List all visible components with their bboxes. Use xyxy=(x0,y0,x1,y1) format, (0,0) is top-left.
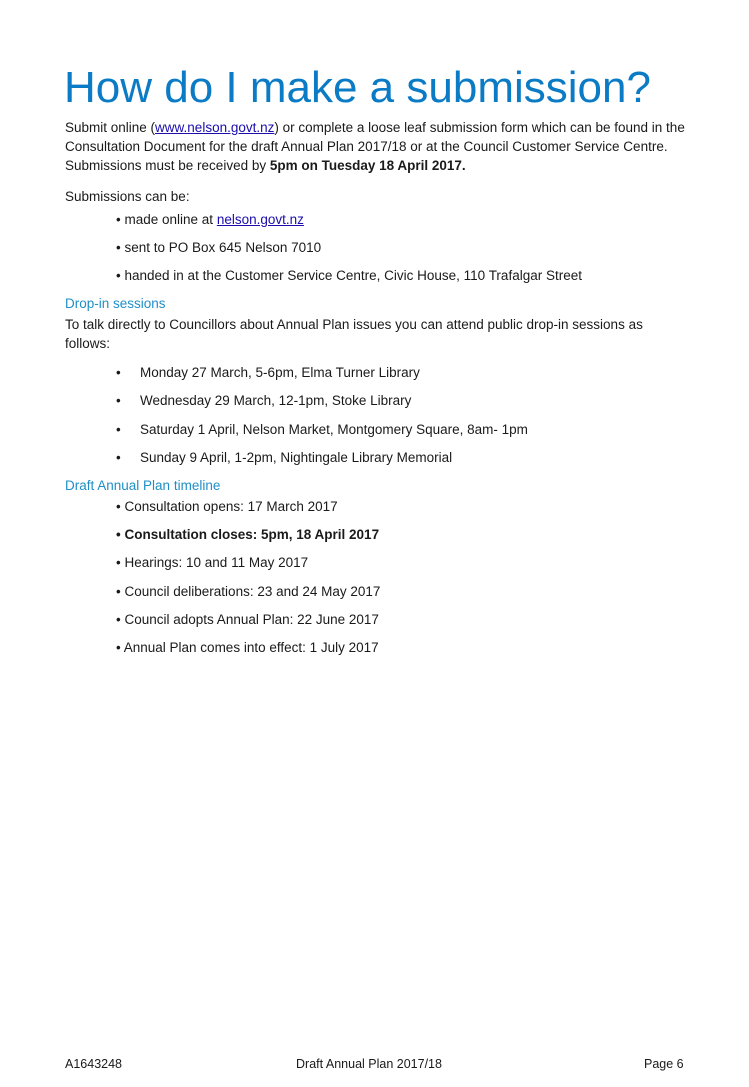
bullet-glyph: • xyxy=(116,527,121,542)
bullet-glyph: • xyxy=(116,584,121,599)
timeline-item xyxy=(116,638,379,657)
session-item xyxy=(116,420,528,439)
session-text: Sunday 9 April, 1-2pm, Nightingale Library Memorial xyxy=(140,450,453,465)
bullet-glyph: • xyxy=(116,450,121,465)
timeline-text: Council deliberations: 23 and 24 May 2017 xyxy=(124,584,381,599)
timeline-item-highlight xyxy=(116,525,379,544)
session-text: Monday 27 March, 5-6pm, Elma Turner Library xyxy=(140,365,420,380)
session-item xyxy=(116,448,452,467)
footer-doc-id: A1643248 xyxy=(65,1057,123,1071)
intro-text-pre: Submit online ( xyxy=(65,120,156,135)
bullet-glyph: • xyxy=(116,499,121,514)
nelson-link[interactable]: nelson.govt.nz xyxy=(216,212,304,227)
intro-text-post: ) or complete a loose leaf submission form which can be found in the Consultation Document for the draft Annual Plan 2017/18 or at the Council Customer Service Centre. Submissions must be received by xyxy=(65,120,685,173)
submission-item-post xyxy=(116,238,321,257)
timeline-text: Annual Plan comes into effect: 1 July 2017 xyxy=(123,640,379,655)
session-text: Saturday 1 April, Nelson Market, Montgomery Square, 8am- 1pm xyxy=(140,422,528,437)
session-text: Wednesday 29 March, 12-1pm, Stoke Library xyxy=(140,393,412,408)
submission-item-in-person-text: handed in at the Customer Service Centre, Civic House, 110 Trafalgar Street xyxy=(124,268,582,283)
timeline-text: Consultation closes: 5pm, 18 April 2017 xyxy=(124,527,380,542)
page-title: How do I make a submission? xyxy=(64,63,651,112)
bullet-glyph: • xyxy=(116,393,121,408)
bullet-glyph: • xyxy=(116,640,121,655)
bullet-glyph: • xyxy=(116,555,121,570)
submission-item-in-person xyxy=(116,266,582,285)
session-item xyxy=(116,391,411,410)
submission-item-online-text: made online at xyxy=(124,212,217,227)
timeline-item xyxy=(116,582,380,601)
bullet-glyph: • xyxy=(116,240,121,255)
timeline-text: Council adopts Annual Plan: 22 June 2017 xyxy=(124,612,379,627)
timeline-heading: Draft Annual Plan timeline xyxy=(65,478,221,493)
bullet-glyph: • xyxy=(116,612,121,627)
dropin-heading: Drop-in sessions xyxy=(65,296,166,311)
timeline-item xyxy=(116,497,338,516)
bullet-glyph: • xyxy=(116,365,121,380)
session-item xyxy=(116,363,420,382)
bullet-glyph: • xyxy=(116,422,121,437)
dropin-lead: To talk directly to Councillors about Annual Plan issues you can attend public drop-in sessions as follows: xyxy=(65,317,643,351)
website-link[interactable]: www.nelson.govt.nz xyxy=(155,120,275,135)
bullet-glyph: • xyxy=(116,268,121,283)
submissions-lead: Submissions can be: xyxy=(65,189,190,204)
footer-doc-title: Draft Annual Plan 2017/18 xyxy=(296,1057,442,1071)
submission-item-online xyxy=(116,210,304,229)
footer-page-number: Page 6 xyxy=(644,1057,684,1071)
timeline-text: Consultation opens: 17 March 2017 xyxy=(124,499,338,514)
timeline-item xyxy=(116,610,379,629)
timeline-text: Hearings: 10 and 11 May 2017 xyxy=(124,555,309,570)
bullet-glyph: • xyxy=(116,212,121,227)
deadline-text: 5pm on Tuesday 18 April 2017. xyxy=(269,158,466,173)
intro-paragraph xyxy=(65,118,695,175)
timeline-item xyxy=(116,553,308,572)
submission-item-post-text: sent to PO Box 645 Nelson 7010 xyxy=(124,240,322,255)
